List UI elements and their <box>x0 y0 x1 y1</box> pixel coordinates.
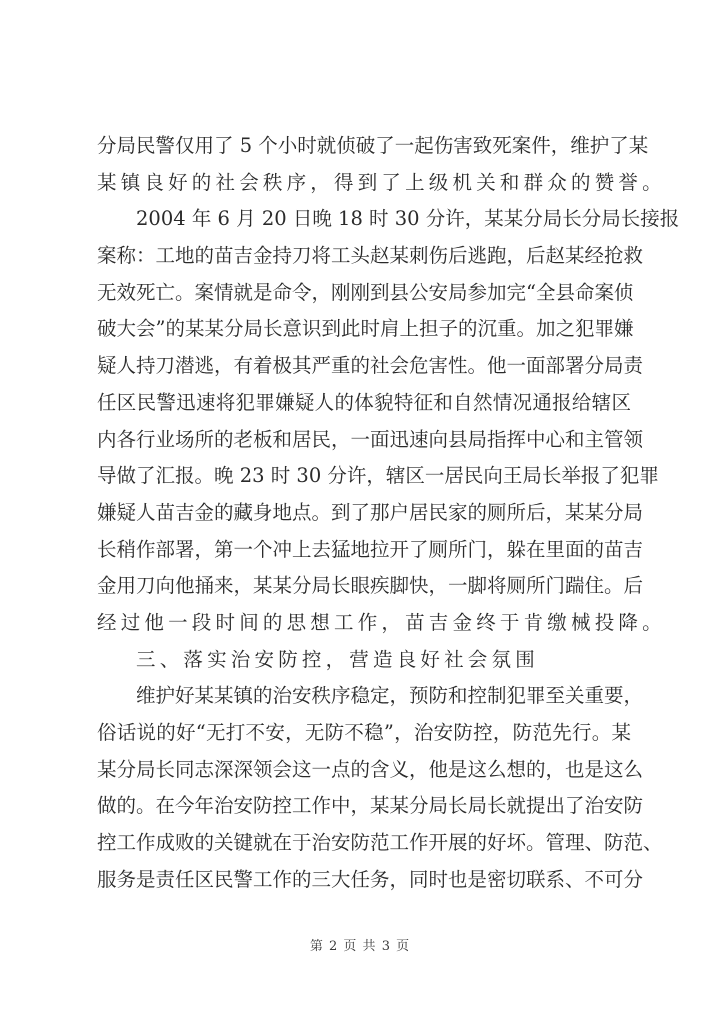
text-line: 无效死亡。案情就是命令，刚刚到县公安局参加完“全县命案侦 <box>97 280 634 304</box>
page-number-footer: 第 2 页 共 3 页 <box>309 939 411 954</box>
text-line: 2004 年 6 月 20 日晚 18 时 30 分许，某某分局长分局长接报 <box>136 207 680 231</box>
text-line: 案称：工地的苗吉金持刀将工头赵某刺伤后逃跑，后赵某经抢救 <box>97 244 644 268</box>
text-line: 内各行业场所的老板和居民，一面迅速向县局指挥中心和主管领 <box>97 427 644 451</box>
text-line: 导做了汇报。晚 23 时 30 分许，辖区一居民向王局长举报了犯罪 <box>97 464 659 488</box>
text-line: 经过他一段时间的思想工作，苗吉金终于肯缴械投降。 <box>97 610 666 634</box>
text-line: 任区民警迅速将犯罪嫌疑人的体貌特征和自然情况通报给辖区 <box>97 390 631 414</box>
text-line: 分局民警仅用了 5 个小时就侦破了一起伤害致死案件，维护了某 <box>97 134 649 157</box>
text-line: 金用刀向他捅来，某某分局长眼疾脚快，一脚将厕所门踹住。后 <box>97 574 644 598</box>
text-line: 控工作成败的关键就在于治安防范工作开展的好坏。管理、防范、 <box>97 831 663 855</box>
text-line: 疑人持刀潜逃，有着极其严重的社会危害性。他一面部署分局责 <box>97 354 644 378</box>
document-body <box>97 128 680 898</box>
text-line: 维护好某某镇的治安秩序稳定，预防和控制犯罪至关重要， <box>136 684 644 708</box>
text-line: 某分局长同志深深领会这一点的含义，他是这么想的，也是这么 <box>97 757 644 781</box>
text-line: 破大会”的某某分局长意识到此时肩上担子的沉重。加之犯罪嫌 <box>97 317 634 341</box>
text-line: 某镇良好的社会秩序，得到了上级机关和群众的赞誉。 <box>97 170 666 194</box>
text-line: 嫌疑人苗吉金的藏身地点。到了那户居民家的厕所后，某某分局 <box>97 500 644 524</box>
text-line: 长稍作部署，第一个冲上去猛地拉开了厕所门，躲在里面的苗吉 <box>97 537 644 561</box>
text-line: 服务是责任区民警工作的三大任务，同时也是密切联系、不可分 <box>97 867 644 891</box>
text-line: 俗话说的好“无打不安，无防不稳”，治安防控，防范先行。某 <box>97 721 631 744</box>
text-line: 做的。在今年治安防控工作中，某某分局长局长就提出了治安防 <box>97 794 644 818</box>
section-heading: 三、落实治安防控，营造良好社会氛围 <box>136 647 539 671</box>
